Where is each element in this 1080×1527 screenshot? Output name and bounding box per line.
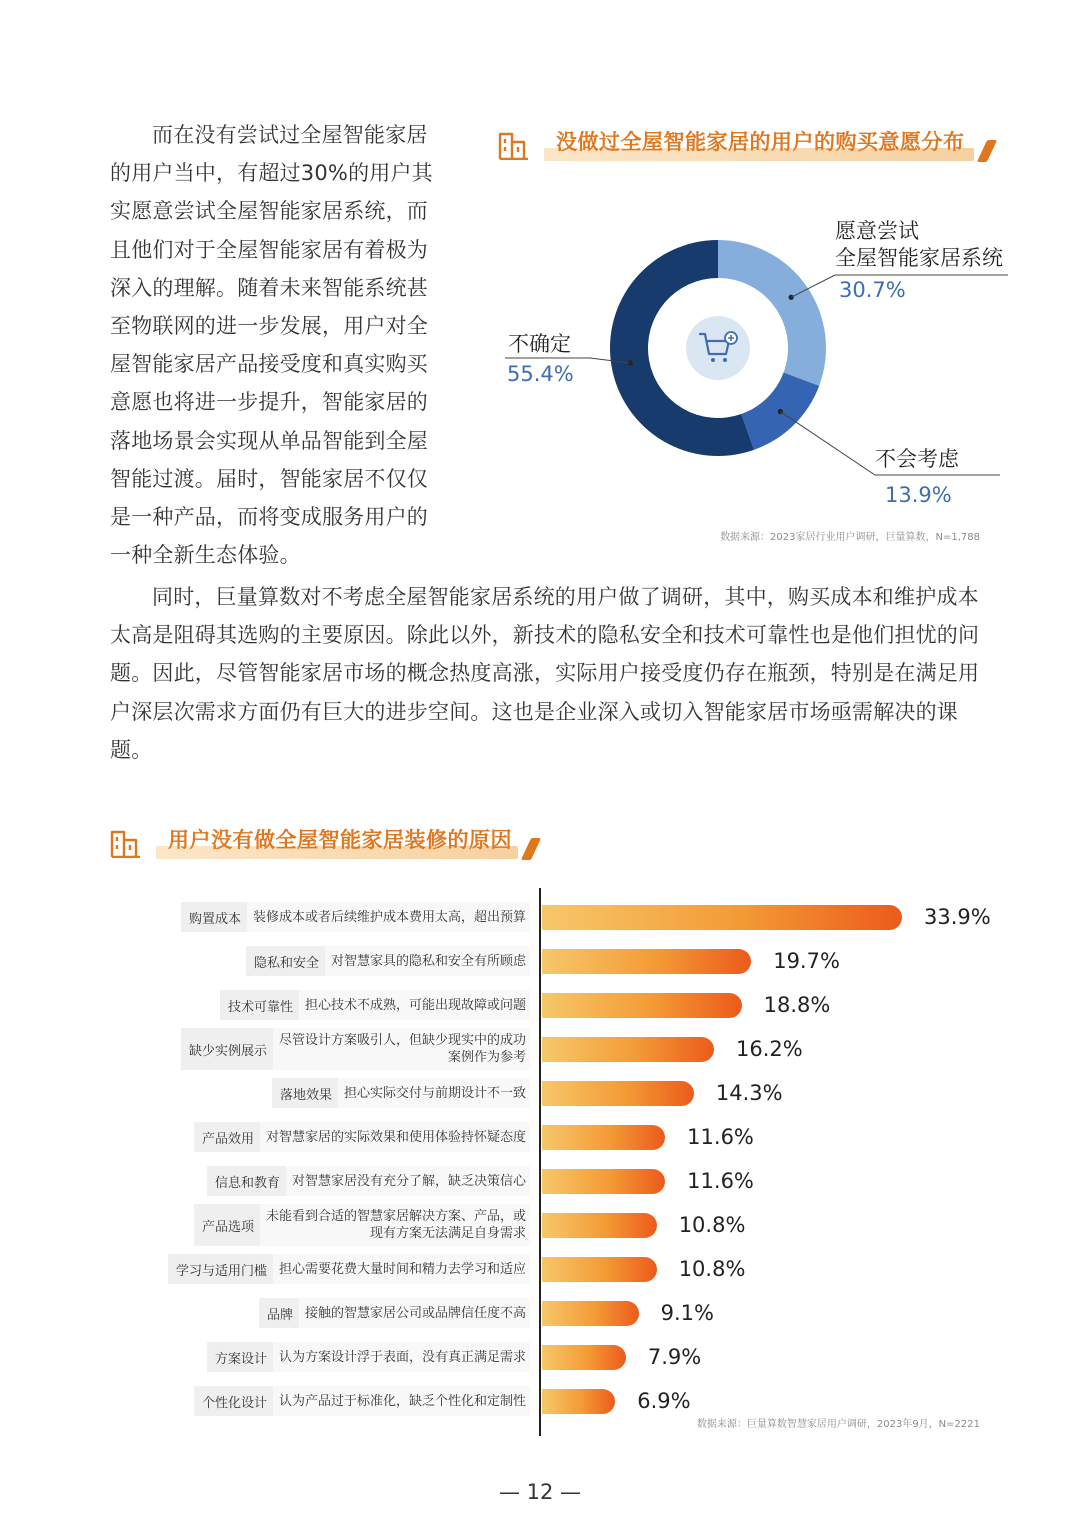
bar-value-label: 9.1% bbox=[660, 1301, 714, 1325]
bar bbox=[542, 1125, 665, 1150]
bar-category-desc: 装修成本或者后续维护成本费用太高，超出预算 bbox=[247, 902, 530, 932]
slice-value-unsure: 55.4% bbox=[507, 362, 574, 386]
bar-category-label bbox=[207, 1342, 530, 1372]
bar bbox=[542, 1081, 694, 1106]
bar-category-name: 信息和教育 bbox=[214, 1175, 280, 1191]
bar-row bbox=[110, 902, 1010, 932]
bar-source-note: 数据来源：巨量算数智慧家居用户调研，2023年9月，N=2221 bbox=[696, 1419, 980, 1430]
bar-category-desc: 对智慧家居没有充分了解，缺乏决策信心 bbox=[286, 1166, 530, 1196]
slice-label-unsure: 不确定 bbox=[508, 332, 571, 356]
bar-value-label: 11.6% bbox=[687, 1125, 754, 1149]
bar-category-desc: 接触的智慧家居公司或品牌信任度不高 bbox=[299, 1298, 530, 1328]
building-icon bbox=[498, 130, 530, 160]
bar-chart-title: 用户没有做全屋智能家居装修的原因 bbox=[168, 828, 512, 852]
bar-category-label bbox=[246, 946, 530, 976]
title-accent-mark bbox=[977, 140, 997, 162]
bar-category-name: 学习与适用门槛 bbox=[175, 1263, 267, 1279]
bar-value-label: 19.7% bbox=[773, 949, 840, 973]
slice-label-no: 不会考虑 bbox=[875, 447, 959, 471]
intro-paragraph-text: 而在没有尝试过全屋智能家居的用户当中，有超过30%的用户其实愿意尝试全屋智能家居系统，而且他们对于全屋智能家居有着极为深入的理解。随着未来智能系统甚至物联网的进一步发展，用户对全屋智能家居产品接受度和真实购买意愿也将进一步提升，智能家居的落地场景会实现从单品智能到全屋智能过渡。届时，智能家居不仅仅是一种产品，而将变成服务用户的一种全新生态体验。 bbox=[110, 123, 433, 568]
bar-row bbox=[110, 1028, 1010, 1070]
bar-axis-line bbox=[539, 888, 541, 1436]
bar-category-name: 产品效用 bbox=[201, 1131, 254, 1147]
bar-category-name: 技术可靠性 bbox=[227, 999, 293, 1015]
intro-paragraph bbox=[110, 116, 440, 574]
bar-category-label bbox=[259, 1298, 530, 1328]
bar-row bbox=[110, 1204, 1010, 1246]
bar-row bbox=[110, 1298, 1010, 1328]
bar-row bbox=[110, 1386, 1010, 1416]
bar-category-desc-line1: 未能看到合适的智慧家居解决方案、产品，或 bbox=[265, 1209, 526, 1224]
slice-label-willing-line2: 全屋智能家居系统 bbox=[835, 246, 1003, 270]
bar-category-label bbox=[181, 902, 530, 932]
bar-value-label: 14.3% bbox=[715, 1081, 783, 1105]
bar-value-label: 7.9% bbox=[647, 1345, 702, 1369]
slice-value-no: 13.9% bbox=[885, 483, 952, 507]
bar-category-name: 产品选项 bbox=[201, 1219, 254, 1235]
bar-category-desc: 担心技术不成熟，可能出现故障或问题 bbox=[299, 990, 530, 1020]
bar bbox=[542, 1301, 639, 1326]
bar-category-name: 隐私和安全 bbox=[253, 955, 319, 971]
bar bbox=[542, 1037, 714, 1062]
bar-chart bbox=[110, 888, 1010, 1436]
bar-category-desc-line2: 案例作为参考 bbox=[447, 1050, 526, 1065]
bar-value-label: 16.2% bbox=[736, 1037, 803, 1061]
bar-category-desc: 认为产品过于标准化，缺乏个性化和定制性 bbox=[273, 1386, 530, 1416]
page-number: — 12 — bbox=[498, 1480, 582, 1504]
bar-category-name: 缺少实例展示 bbox=[188, 1043, 267, 1059]
bar-value-label: 18.8% bbox=[763, 993, 831, 1017]
bar-category-desc-line2: 现有方案无法满足自身需求 bbox=[369, 1226, 526, 1241]
bar bbox=[542, 1169, 665, 1194]
title-accent-mark bbox=[521, 838, 541, 860]
bar-row bbox=[110, 990, 1010, 1020]
bar-category-label bbox=[168, 1254, 530, 1284]
bar-row bbox=[110, 1166, 1010, 1196]
bar bbox=[542, 905, 902, 930]
bar-category-label bbox=[194, 1204, 530, 1246]
donut-source-note: 数据来源：2023家居行业用户调研，巨量算数，N=1,788 bbox=[720, 532, 980, 543]
bar-category-label bbox=[207, 1166, 530, 1196]
bar-category-desc bbox=[260, 1204, 530, 1246]
bar-category-name: 购置成本 bbox=[188, 911, 241, 927]
bar-category-desc: 担心实际交付与前期设计不一致 bbox=[338, 1078, 530, 1108]
bar-value-label: 11.6% bbox=[687, 1169, 754, 1193]
donut-chart bbox=[490, 200, 1030, 530]
donut-chart-title: 没做过全屋智能家居的用户的购买意愿分布 bbox=[556, 130, 965, 154]
bar bbox=[542, 1257, 657, 1282]
bar-category-desc: 对智慧家具的隐私和安全有所顾虑 bbox=[325, 946, 530, 976]
bar bbox=[542, 1213, 657, 1238]
bar-category-name: 品牌 bbox=[266, 1307, 293, 1323]
bar bbox=[542, 1389, 615, 1414]
bar bbox=[542, 993, 742, 1018]
bar bbox=[542, 1345, 626, 1370]
bar-value-label: 33.9% bbox=[924, 905, 991, 929]
bar-row bbox=[110, 1342, 1010, 1372]
analysis-paragraph bbox=[110, 578, 988, 769]
bar-row bbox=[110, 1122, 1010, 1152]
building-icon bbox=[110, 828, 142, 858]
donut-section-title bbox=[498, 126, 998, 172]
bar bbox=[542, 949, 751, 974]
bar-value-label: 10.8% bbox=[678, 1257, 746, 1281]
bar-row bbox=[110, 1254, 1010, 1284]
bar-category-name: 个性化设计 bbox=[201, 1395, 267, 1411]
bar-section-title bbox=[110, 824, 540, 870]
bar-category-desc-line1: 尽管设计方案吸引人，但缺少现实中的成功 bbox=[278, 1033, 526, 1048]
bar-category-label bbox=[272, 1078, 530, 1108]
bar-row bbox=[110, 946, 1010, 976]
bar-category-name: 落地效果 bbox=[279, 1087, 332, 1103]
center-icon-disc bbox=[686, 316, 750, 380]
bar-category-name: 方案设计 bbox=[214, 1351, 267, 1367]
slice-label-willing-line1: 愿意尝试 bbox=[835, 219, 919, 243]
bar-category-label bbox=[194, 1386, 530, 1416]
bar-category-label bbox=[194, 1122, 530, 1152]
bar-category-desc: 对智慧家居的实际效果和使用体验持怀疑态度 bbox=[260, 1122, 530, 1152]
bar-category-desc bbox=[273, 1028, 530, 1070]
bar-category-label bbox=[181, 1028, 530, 1070]
bar-category-label bbox=[220, 990, 530, 1020]
slice-value-willing: 30.7% bbox=[839, 278, 906, 302]
bar-value-label: 10.8% bbox=[678, 1213, 746, 1237]
bar-value-label: 6.9% bbox=[637, 1389, 691, 1413]
bar-category-desc: 认为方案设计浮于表面，没有真正满足需求 bbox=[273, 1342, 530, 1372]
bar-row bbox=[110, 1078, 1010, 1108]
analysis-paragraph-text: 同时，巨量算数对不考虑全屋智能家居系统的用户做了调研，其中，购买成本和维护成本太高是阻碍其选购的主要原因。除此以外，新技术的隐私安全和技术可靠性也是他们担忧的问题。因此，尽管智能家居市场的概念热度高涨，实际用户接受度仍存在瓶颈，特别是在满足用户深层次需求方面仍有巨大的进步空间。这也是企业深入或切入智能家居市场亟需解决的课题。 bbox=[110, 585, 980, 762]
bar-category-desc: 担心需要花费大量时间和精力去学习和适应 bbox=[273, 1254, 530, 1284]
